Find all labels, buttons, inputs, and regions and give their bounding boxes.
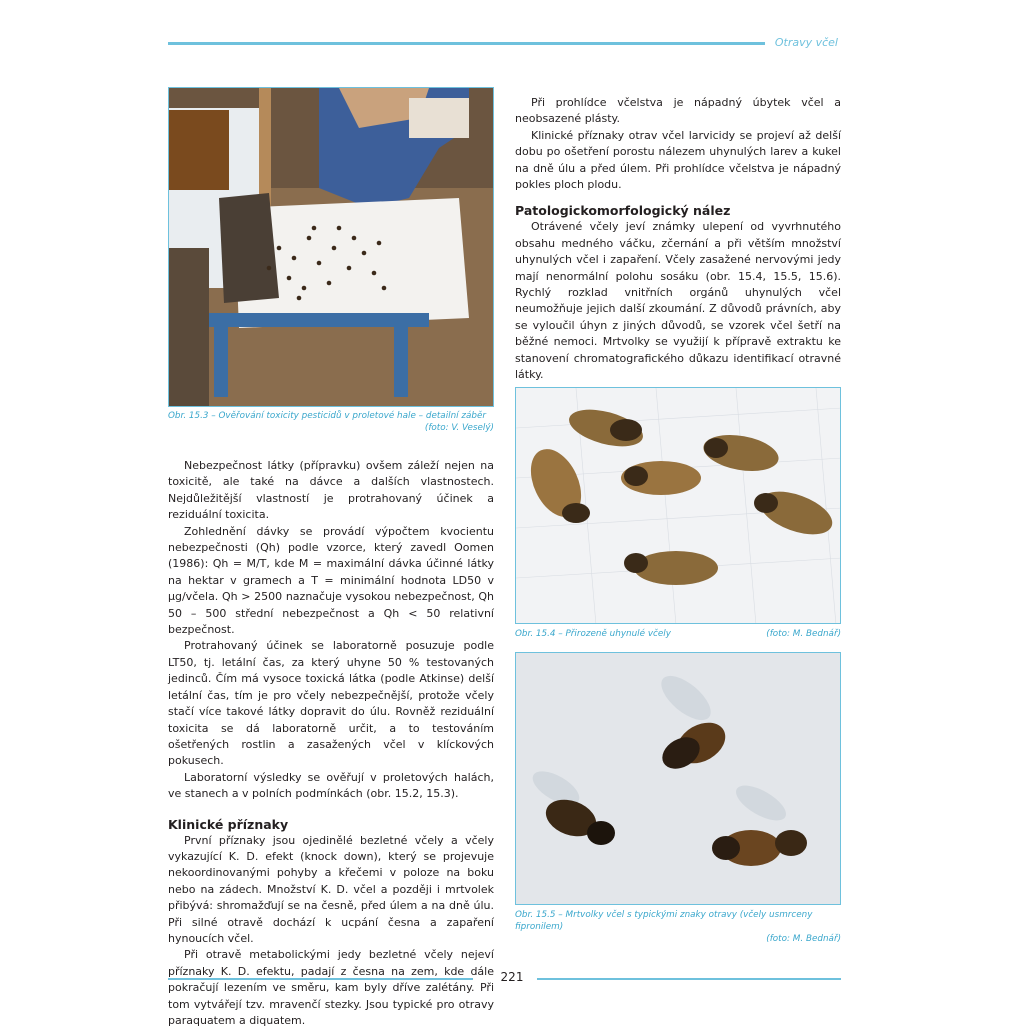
footer-rule-left (168, 978, 473, 980)
figure-15-4-caption-text: Obr. 15.4 – Přirozeně uhynulé včely (515, 629, 671, 639)
left-paragraph-3: Protrahovaný účinek se laboratorně posuzuje podle LT50, tj. letální čas, za který uhyne 50 % testovaných jedinců. Čím má vysoce toxická látka (podle Atkinse) delší letální čas, tím je pro včely nebezpečnější, protože včely stačí více takové látky dopravit do úlu. Rovněž reziduální toxicita se dá laboratorně určit, a to testováním ošetřených rostlin a zasažených včel v klíckových pokusech. (168, 639, 494, 768)
figure-15-3-credit: (foto: V. Veselý) (424, 423, 494, 433)
left-paragraph-4: Laboratorní výsledky se ověřují v proletových halách, ve stanech a v polních podmínkách (obr. 15.2, 15.3). (168, 770, 494, 801)
right-paragraph-2: Klinické příznaky otrav včel larvicidy se projeví až delší dobu po ošetření porostu nálezem uhynulých larev a kukel na dně úlu a před úlem. Při prohlídce včelstva je nápadný pokles ploch plodu. (515, 128, 841, 192)
running-header: Otravy včel (774, 36, 838, 49)
figure-15-5-caption-text: Obr. 15.5 – Mrtvolky včel s typickými znaky otravy (včely usmrceny fipronilem) (515, 910, 813, 932)
section-heading-pathology: Patologickomorfologický nález (515, 203, 731, 219)
bee-hive-photo-icon (169, 88, 494, 407)
pathology-paragraph: Otrávené včely jeví známky ulepení od vyvrhnutého obsahu medného váčku, zčernání a při větším množství uhynulých včel i zapaření. Včely zasažené nervovými jedy mají nenormální polohu sosáku (obr. 15.4, 15.5, 15.6). Rychlý rozklad vnitřních orgánů uhynulých včel neumožňuje jejich další zkoumání. Z důvodů právních, aby se vyloučil úhyn z jiných důvodů, se vzorek včel šetří na běžné nemoci. Mrtvolky se využijí k přípravě extraktu ke stanovení chromatografického důkazu identifikací otravné látky. (515, 220, 841, 382)
figure-15-3-photo (168, 87, 494, 407)
poisoned-bees-photo-icon (516, 653, 841, 905)
figure-15-4-photo (515, 387, 841, 624)
right-column-text (515, 95, 841, 384)
figure-15-3-caption (168, 410, 494, 434)
dead-bees-photo-icon (516, 388, 841, 624)
figure-15-4-credit: (foto: M. Bednář) (766, 629, 841, 639)
figure-15-4-caption (515, 628, 841, 640)
figure-15-5-photo (515, 652, 841, 905)
figure-15-5-credit: (foto: M. Bednář) (766, 934, 841, 944)
footer-rule-right (537, 978, 841, 980)
left-paragraph-2: Zohlednění dávky se provádí výpočtem kvocientu nebezpečnosti (Qh) podle vzorce, který zavedl Oomen (1986): Qh = M/T, kde M = maximální dávka účinné látky na hektar v gramech a T = minimální hodnota LD50 v µg/včela. Qh > 2500 naznačuje vysokou nebezpečnost, Qh 50 – 500 střední nebezpečnost a Qh < 50 relativní bezpečnost. (168, 524, 494, 637)
page-number: 221 (500, 970, 524, 984)
left-column-text (168, 458, 494, 1029)
figure-15-5-caption (515, 909, 841, 945)
figure-15-3-caption-text: Obr. 15.3 – Ověřování toxicity pesticidů v proletové hale – detailní záběr (168, 411, 487, 421)
left-paragraph-1: Nebezpečnost látky (přípravku) ovšem záleží nejen na toxicitě, ale také na dávce a dalších vlastnostech. Nejdůležitější vlastností je protrahovaný účinek a reziduální toxicita. (168, 459, 494, 522)
clinical-paragraph-2: Při otravě metabolickými jedy bezletné včely nejeví příznaky K. D. efektu, padají z česna na zem, kde dále pokračují lezením ve směru, kam byly dříve zalétány. Při tom vytvářejí tzv. mravenčí stezky. Jsou typické pro otravy paraquatem a diquatem. (168, 948, 494, 1027)
right-paragraph-1: Při prohlídce včelstva je nápadný úbytek včel a neobsazené plásty. (515, 96, 841, 126)
header-rule (168, 42, 765, 45)
section-heading-clinical-signs: Klinické příznaky (168, 816, 289, 832)
clinical-paragraph-1: První příznaky jsou ojedinělé bezletné včely a včely vykazující K. D. efekt (knock down), který se projevuje nekoordinovanými pohyby a křečemi v poloze na boku nebo na zádech. Množství K. D. včel a později i mrtvolek přibývá: shromažďují se na česně, před úlem a na dně úlu. Při silné otravě dochází k ucpání česna a zapaření hynoucích včel. (168, 833, 494, 945)
